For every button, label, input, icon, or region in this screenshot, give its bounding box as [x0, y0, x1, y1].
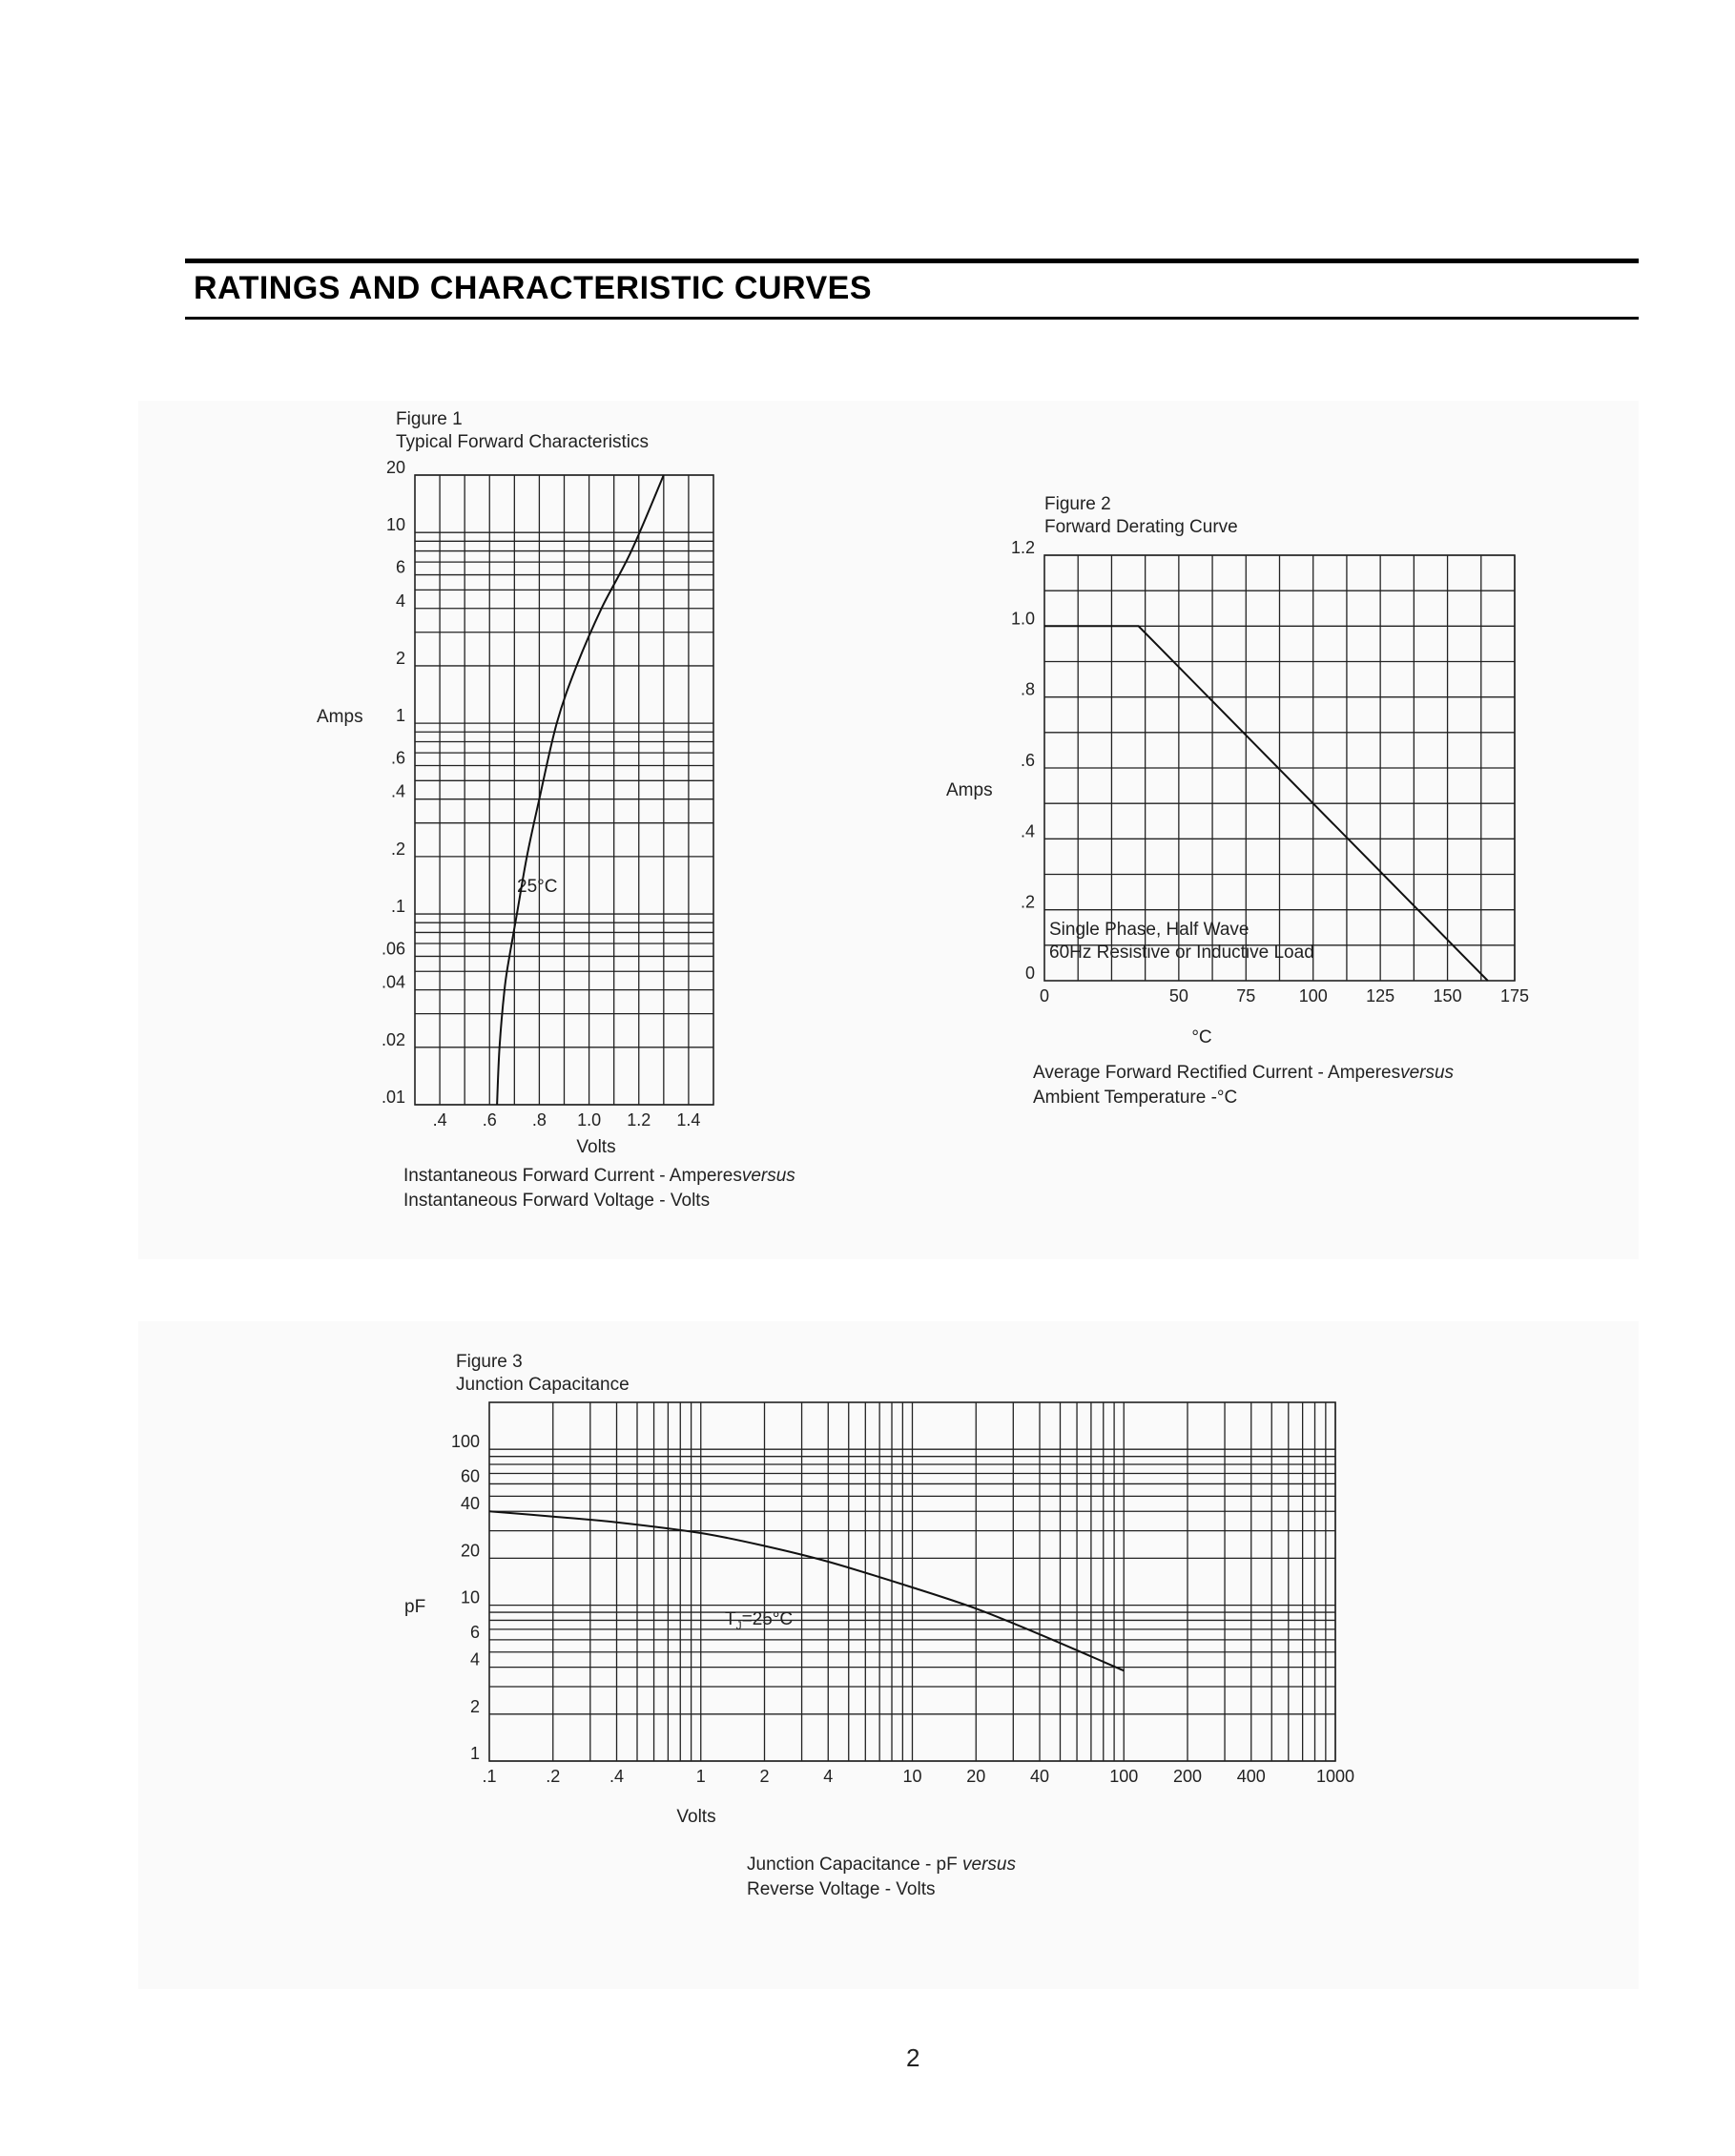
x-tick-label: 125 — [1366, 986, 1395, 1005]
figure-1-annotation-temp: 25°C — [517, 877, 558, 897]
page-number: 2 — [906, 2043, 920, 2072]
x-tick-label: .4 — [609, 1767, 625, 1786]
figure-2-ylabel: Amps — [946, 780, 993, 800]
figure-1-caption-line1: Instantaneous Forward Current - Amperesversus — [403, 1166, 795, 1186]
chart-grid — [415, 475, 713, 1105]
y-tick-label: 4 — [395, 591, 405, 611]
x-tick-label: 100 — [1109, 1767, 1139, 1786]
y-tick-label: 100 — [450, 1432, 480, 1452]
y-tick-label: 1 — [395, 706, 405, 726]
y-tick-label: 6 — [469, 1622, 480, 1642]
y-tick-label: 40 — [460, 1494, 480, 1514]
x-tick-label: 10 — [902, 1767, 922, 1786]
x-tick-label: 4 — [823, 1767, 834, 1786]
x-tick-label: 100 — [1298, 986, 1328, 1005]
figure-1-chart — [315, 401, 849, 1221]
y-tick-label: .02 — [381, 1029, 405, 1049]
figure-3-xlabel: Volts — [676, 1807, 716, 1827]
figure-1-label: Figure 1 — [396, 409, 463, 429]
figure-2-caption-line2: Ambient Temperature -°C — [1033, 1088, 1238, 1108]
y-tick-label: .1 — [390, 897, 405, 917]
figure-1-caption-line2: Instantaneous Forward Voltage - Volts — [403, 1191, 711, 1211]
y-tick-label: .6 — [1020, 751, 1035, 770]
page-title: RATINGS AND CHARACTERISTIC CURVES — [194, 270, 873, 306]
y-tick-label: 4 — [469, 1649, 480, 1669]
y-tick-label: .4 — [390, 781, 405, 801]
figure-3-annotation-temp: $T_J=25^\circ C$ — [725, 1609, 794, 1632]
figure-1-title: Typical Forward Characteristics — [396, 432, 650, 452]
y-tick-label: .2 — [1020, 892, 1035, 912]
x-tick-label: 40 — [1029, 1767, 1050, 1786]
y-tick-label: .06 — [381, 939, 405, 959]
x-tick-label: .4 — [432, 1110, 447, 1130]
figure-2-chart — [944, 487, 1530, 1145]
figure-3-title: Junction Capacitance — [456, 1375, 630, 1395]
x-tick-label: 2 — [759, 1767, 770, 1786]
x-tick-label: 175 — [1499, 986, 1530, 1005]
x-tick-label: 50 — [1168, 986, 1188, 1005]
figure-3-label: Figure 3 — [456, 1352, 523, 1372]
y-tick-label: 2 — [469, 1696, 480, 1716]
header-rule-bottom — [185, 317, 1639, 320]
y-tick-label: 6 — [395, 557, 405, 577]
figure-2-label: Figure 2 — [1044, 494, 1111, 514]
series-line — [489, 1511, 1124, 1670]
x-tick-label: 75 — [1236, 986, 1256, 1005]
y-tick-label: 2 — [395, 648, 405, 668]
x-tick-label: 150 — [1433, 986, 1462, 1005]
figure-2-annotation-line2: 60Hz Resistive or Inductive Load — [1049, 943, 1314, 963]
figure-2-title: Forward Derating Curve — [1044, 517, 1238, 537]
y-tick-label: 60 — [460, 1466, 480, 1486]
y-tick-label: .8 — [1020, 679, 1035, 699]
x-tick-label: .8 — [531, 1110, 547, 1130]
y-tick-label: 1.2 — [1010, 538, 1035, 557]
x-tick-label: .6 — [482, 1110, 497, 1130]
y-tick-label: .4 — [1020, 821, 1035, 841]
y-tick-label: 1.0 — [1010, 609, 1035, 629]
y-tick-label: 1 — [469, 1744, 480, 1763]
figure-1-ylabel: Amps — [317, 707, 363, 727]
x-tick-label: 1 — [695, 1767, 706, 1786]
x-tick-label: 200 — [1172, 1767, 1203, 1786]
x-tick-label: 1.2 — [627, 1110, 651, 1130]
figure-2-annotation-line1: Single Phase, Half Wave — [1049, 920, 1250, 940]
figure-3-caption-line2: Reverse Voltage - Volts — [747, 1879, 936, 1899]
figure-3-chart — [401, 1345, 1374, 1908]
y-tick-label: 20 — [460, 1541, 480, 1561]
y-tick-label: 10 — [385, 515, 405, 535]
y-tick-label: 10 — [460, 1587, 480, 1607]
y-tick-label: .04 — [381, 972, 405, 992]
figure-2-caption-line1: Average Forward Rectified Current - Amperesversus — [1033, 1063, 1455, 1083]
figure-3-ylabel: pF — [404, 1597, 426, 1617]
x-tick-label: .1 — [482, 1767, 497, 1786]
y-tick-label: .2 — [390, 839, 405, 859]
y-tick-label: .01 — [381, 1088, 405, 1107]
x-tick-label: .2 — [546, 1767, 561, 1786]
chart-grid — [489, 1402, 1335, 1761]
y-tick-label: 20 — [385, 458, 405, 477]
x-tick-label: 1000 — [1315, 1767, 1355, 1786]
x-tick-label: 1.4 — [676, 1110, 701, 1130]
figure-1-xlabel: Volts — [576, 1137, 616, 1157]
y-tick-label: .6 — [390, 748, 405, 768]
figure-3-caption-line1: Junction Capacitance - pF versus — [747, 1855, 1016, 1875]
x-tick-label: 0 — [1039, 986, 1050, 1005]
y-tick-label: 0 — [1024, 964, 1035, 983]
x-tick-label: 1.0 — [577, 1110, 602, 1130]
x-tick-label: 400 — [1236, 1767, 1266, 1786]
figure-2-xlabel: °C — [1191, 1027, 1212, 1047]
x-tick-label: 20 — [966, 1767, 986, 1786]
header-rule-top — [185, 259, 1639, 263]
